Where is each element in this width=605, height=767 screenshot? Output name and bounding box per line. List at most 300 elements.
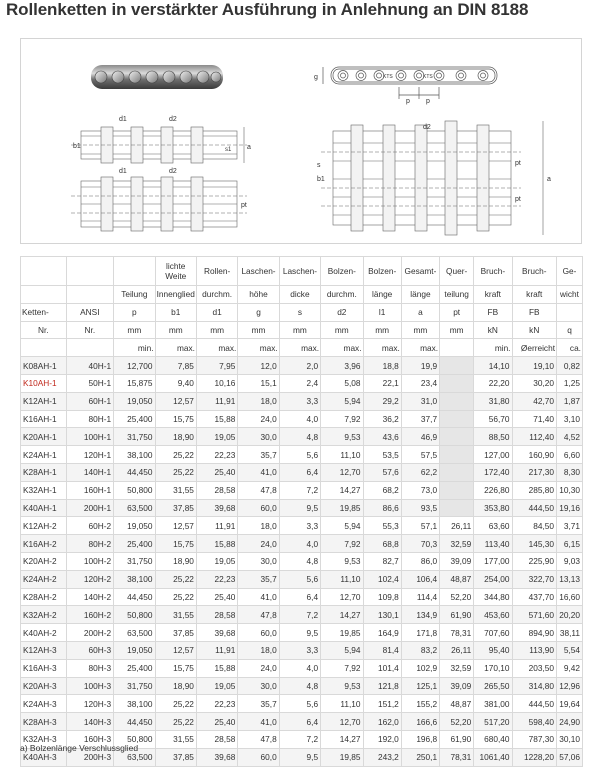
table-cell: 14,10 (474, 357, 512, 375)
header-cell (21, 286, 67, 304)
table-row (21, 659, 583, 677)
table-cell: 37,7 (401, 410, 439, 428)
header-cell: Ge- (557, 257, 583, 286)
header-cell (440, 339, 474, 357)
table-cell: 19,05 (196, 552, 237, 570)
table-cell: 250,1 (401, 748, 439, 766)
table-cell: 9,03 (557, 552, 583, 570)
table-cell: 680,40 (474, 730, 512, 748)
table-cell: 50H-1 (66, 374, 114, 392)
header-cell: mm (401, 321, 439, 339)
header-cell (21, 339, 67, 357)
table-cell: 12,70 (321, 713, 363, 731)
table-cell: 25,22 (155, 695, 196, 713)
table-cell: 44,450 (114, 463, 155, 481)
table-cell: 5,6 (279, 695, 320, 713)
table-cell: 0,82 (557, 357, 583, 375)
table-cell: 22,1 (363, 374, 401, 392)
table-cell (440, 410, 474, 428)
table-cell: 1,25 (557, 374, 583, 392)
table-cell: 15,88 (196, 410, 237, 428)
chain-number-cell: K12AH-2 (21, 517, 67, 535)
table-cell: 57,06 (557, 748, 583, 766)
table-cell: 120H-3 (66, 695, 114, 713)
table-cell: 571,60 (512, 606, 557, 624)
header-cell: max. (401, 339, 439, 357)
table-cell: 109,8 (363, 588, 401, 606)
table-cell: 1061,40 (474, 748, 512, 766)
table-cell: 102,9 (401, 659, 439, 677)
table-cell: 9,5 (279, 748, 320, 766)
table-cell: 22,20 (474, 374, 512, 392)
table-cell: 15,875 (114, 374, 155, 392)
label-s1-top: s1 (225, 147, 232, 153)
table-cell: 57,5 (401, 446, 439, 464)
table-cell: 31,750 (114, 428, 155, 446)
table-cell: 80H-1 (66, 410, 114, 428)
chain-number-cell: K16AH-3 (21, 659, 67, 677)
label-d2-right: d2 (423, 124, 431, 131)
table-cell: 19,05 (196, 428, 237, 446)
table-cell: 5,94 (321, 517, 363, 535)
table-cell: 39,68 (196, 624, 237, 642)
header-cell: Bolzen- (363, 257, 401, 286)
header-cell: b1 (155, 303, 196, 321)
chain-diagram-panel (20, 38, 582, 244)
table-cell: 40H-1 (66, 357, 114, 375)
table-cell: 19,85 (321, 624, 363, 642)
table-cell: 3,3 (279, 517, 320, 535)
table-cell: 127,00 (474, 446, 512, 464)
header-cell: q (557, 321, 583, 339)
table-cell: 31,55 (155, 730, 196, 748)
table-cell: 31,55 (155, 606, 196, 624)
table-cell: 48,87 (440, 570, 474, 588)
header-cell: Laschen- (279, 257, 320, 286)
table-cell: 5,08 (321, 374, 363, 392)
table-cell: 30,0 (238, 677, 279, 695)
table-cell: 7,85 (155, 357, 196, 375)
table-cell: 18,0 (238, 392, 279, 410)
table-cell: 31,750 (114, 677, 155, 695)
table-cell: 60H-1 (66, 392, 114, 410)
header-cell: p (114, 303, 155, 321)
chain-number-cell: K12AH-3 (21, 641, 67, 659)
table-cell: 196,8 (401, 730, 439, 748)
table-cell: 41,0 (238, 463, 279, 481)
table-cell: 6,4 (279, 463, 320, 481)
table-cell (440, 374, 474, 392)
header-cell: min. (114, 339, 155, 357)
table-cell: 4,8 (279, 552, 320, 570)
table-cell: 13,13 (557, 570, 583, 588)
table-cell: 86,6 (363, 499, 401, 517)
chain-number-cell: K12AH-1 (21, 392, 67, 410)
table-row (21, 677, 583, 695)
chain-number-cell: K28AH-1 (21, 463, 67, 481)
table-cell: 53,5 (363, 446, 401, 464)
table-cell: 39,68 (196, 748, 237, 766)
header-cell: kN (512, 321, 557, 339)
table-cell: 93,5 (401, 499, 439, 517)
header-row-1 (21, 257, 583, 286)
table-cell: 707,60 (474, 624, 512, 642)
table-cell: 19,64 (557, 695, 583, 713)
table-cell: 47,8 (238, 730, 279, 748)
table-cell (440, 357, 474, 375)
table-cell: 28,58 (196, 730, 237, 748)
header-cell: max. (155, 339, 196, 357)
header-cell: Innenglied (155, 286, 196, 304)
chain-number-cell: K24AH-2 (21, 570, 67, 588)
table-cell: 11,91 (196, 392, 237, 410)
label-p-2: p (426, 98, 430, 105)
table-cell: 145,30 (512, 535, 557, 553)
table-cell: 31,750 (114, 552, 155, 570)
label-d1-top: d1 (119, 116, 127, 123)
chain-number-cell: K24AH-3 (21, 695, 67, 713)
table-cell: 15,75 (155, 659, 196, 677)
table-row (21, 535, 583, 553)
header-cell: max. (196, 339, 237, 357)
header-cell: max. (321, 339, 363, 357)
table-cell: 5,6 (279, 446, 320, 464)
header-cell: Ketten- (21, 303, 67, 321)
table-cell: 19,85 (321, 499, 363, 517)
table-cell: 15,88 (196, 659, 237, 677)
table-cell: 381,00 (474, 695, 512, 713)
table-cell: 18,90 (155, 428, 196, 446)
table-cell: 12,96 (557, 677, 583, 695)
table-cell: 35,7 (238, 446, 279, 464)
table-cell: 217,30 (512, 463, 557, 481)
table-row (21, 463, 583, 481)
spec-table-body (21, 257, 583, 767)
table-cell: 444,50 (512, 499, 557, 517)
table-cell: 35,7 (238, 695, 279, 713)
table-cell: 100H-1 (66, 428, 114, 446)
table-cell: 84,50 (512, 517, 557, 535)
table-cell: 160H-2 (66, 606, 114, 624)
chain-number-cell: K40AH-2 (21, 624, 67, 642)
table-cell: 121,8 (363, 677, 401, 695)
table-row (21, 588, 583, 606)
table-cell: 444,50 (512, 695, 557, 713)
label-g: g (314, 74, 318, 81)
table-cell: 243,2 (363, 748, 401, 766)
table-cell: 3,10 (557, 410, 583, 428)
table-cell: 60H-3 (66, 641, 114, 659)
table-cell: 25,22 (155, 446, 196, 464)
chain-number-cell: K16AH-1 (21, 410, 67, 428)
header-cell: lichte Weite (155, 257, 196, 286)
table-cell: 19,050 (114, 641, 155, 659)
header-cell (66, 257, 114, 286)
label-pt-right-1: pt (515, 160, 521, 167)
header-cell: mm (238, 321, 279, 339)
table-cell: 6,4 (279, 713, 320, 731)
table-row (21, 410, 583, 428)
table-cell: 9,42 (557, 659, 583, 677)
header-cell: Bolzen- (321, 257, 363, 286)
table-cell: 25,40 (196, 463, 237, 481)
label-kts-1: KTS (383, 74, 393, 80)
table-cell: 200H-3 (66, 748, 114, 766)
table-cell: 19,16 (557, 499, 583, 517)
table-cell: 19,10 (512, 357, 557, 375)
footnote: a) Bolzenlänge Verschlussglied (20, 743, 139, 753)
table-cell: 37,85 (155, 499, 196, 517)
table-cell: 6,4 (279, 588, 320, 606)
table-cell: 130,1 (363, 606, 401, 624)
table-cell: 9,5 (279, 624, 320, 642)
table-cell: 50,800 (114, 730, 155, 748)
table-cell: 83,2 (401, 641, 439, 659)
table-cell: 15,1 (238, 374, 279, 392)
table-cell: 18,90 (155, 677, 196, 695)
chain-top-view-simplex (71, 127, 247, 163)
table-cell: 4,0 (279, 410, 320, 428)
table-cell: 517,20 (474, 713, 512, 731)
label-pt-left: pt (241, 202, 247, 209)
header-cell: durchm. (321, 286, 363, 304)
table-cell: 18,8 (363, 357, 401, 375)
label-d2-mid: d2 (169, 168, 177, 175)
table-cell: 120H-1 (66, 446, 114, 464)
table-cell: 225,90 (512, 552, 557, 570)
chain-number-cell: K28AH-2 (21, 588, 67, 606)
table-cell: 12,57 (155, 392, 196, 410)
table-cell: 26,11 (440, 517, 474, 535)
table-cell: 8,30 (557, 463, 583, 481)
table-cell (440, 463, 474, 481)
table-cell: 14,27 (321, 481, 363, 499)
header-cell: Bruch- (512, 257, 557, 286)
header-cell: kraft (512, 286, 557, 304)
table-row (21, 357, 583, 375)
table-cell: 78,31 (440, 748, 474, 766)
table-cell: 14,27 (321, 606, 363, 624)
chain-number-cell: K16AH-2 (21, 535, 67, 553)
table-cell: 24,90 (557, 713, 583, 731)
header-cell: durchm. (196, 286, 237, 304)
table-cell: 12,70 (321, 463, 363, 481)
table-row (21, 606, 583, 624)
table-cell: 155,2 (401, 695, 439, 713)
table-cell: 101,4 (363, 659, 401, 677)
header-cell: wicht (557, 286, 583, 304)
chain-number-cell: K24AH-1 (21, 446, 67, 464)
table-cell: 18,90 (155, 552, 196, 570)
table-cell: 11,10 (321, 570, 363, 588)
table-cell: 39,09 (440, 677, 474, 695)
table-cell: 11,10 (321, 695, 363, 713)
table-cell: 78,31 (440, 624, 474, 642)
table-cell: 9,53 (321, 677, 363, 695)
chain-number-cell: K40AH-1 (21, 499, 67, 517)
table-cell: 56,70 (474, 410, 512, 428)
table-cell: 25,22 (155, 588, 196, 606)
table-cell: 112,40 (512, 428, 557, 446)
header-cell: mm (321, 321, 363, 339)
table-cell: 44,450 (114, 588, 155, 606)
table-cell: 140H-2 (66, 588, 114, 606)
table-cell (440, 428, 474, 446)
table-cell: 25,400 (114, 659, 155, 677)
table-cell: 73,0 (401, 481, 439, 499)
table-cell: 46,9 (401, 428, 439, 446)
table-cell: 7,2 (279, 730, 320, 748)
header-cell: ANSI (66, 303, 114, 321)
table-cell: 80H-2 (66, 535, 114, 553)
header-cell: Quer- (440, 257, 474, 286)
table-cell: 22,23 (196, 570, 237, 588)
chain-number-cell: K32AH-1 (21, 481, 67, 499)
table-cell: 4,0 (279, 659, 320, 677)
table-cell: 32,59 (440, 535, 474, 553)
table-cell: 5,94 (321, 392, 363, 410)
table-cell: 37,85 (155, 624, 196, 642)
table-row (21, 552, 583, 570)
table-cell: 25,40 (196, 713, 237, 731)
table-cell: 12,70 (321, 588, 363, 606)
table-cell: 47,8 (238, 481, 279, 499)
table-cell: 3,71 (557, 517, 583, 535)
table-cell: 894,90 (512, 624, 557, 642)
table-cell: 7,2 (279, 481, 320, 499)
table-cell: 437,70 (512, 588, 557, 606)
table-cell: 35,7 (238, 570, 279, 588)
table-cell: 11,91 (196, 641, 237, 659)
table-cell: 60,0 (238, 624, 279, 642)
header-cell: min. (474, 339, 512, 357)
chain-number-cell: K20AH-3 (21, 677, 67, 695)
table-cell: 106,4 (401, 570, 439, 588)
table-cell: 25,22 (155, 463, 196, 481)
table-cell: 16,60 (557, 588, 583, 606)
table-cell: 9,40 (155, 374, 196, 392)
table-cell: 6,15 (557, 535, 583, 553)
table-cell: 63,500 (114, 748, 155, 766)
label-kts-2: KTS (423, 74, 433, 80)
table-cell: 47,8 (238, 606, 279, 624)
table-cell: 11,91 (196, 517, 237, 535)
header-row-2 (21, 286, 583, 304)
table-cell: 160H-3 (66, 730, 114, 748)
table-cell: 30,0 (238, 552, 279, 570)
table-cell: 24,0 (238, 659, 279, 677)
table-row (21, 624, 583, 642)
label-p-1: p (406, 98, 410, 105)
table-row (21, 713, 583, 731)
header-cell: Rollen- (196, 257, 237, 286)
header-cell: Gesamt- (401, 257, 439, 286)
header-row-5 (21, 339, 583, 357)
table-cell: 1228,20 (512, 748, 557, 766)
chain-number-cell: K10AH-1 (21, 374, 67, 392)
table-cell: 113,40 (474, 535, 512, 553)
label-a-top: a (247, 144, 251, 151)
table-cell: 314,80 (512, 677, 557, 695)
table-cell: 19,05 (196, 677, 237, 695)
chain-photo (91, 65, 223, 89)
table-cell: 15,75 (155, 535, 196, 553)
label-d2-top: d2 (169, 116, 177, 123)
table-cell: 36,2 (363, 410, 401, 428)
table-cell: 42,70 (512, 392, 557, 410)
table-cell: 344,80 (474, 588, 512, 606)
table-cell: 52,20 (440, 713, 474, 731)
table-cell: 57,6 (363, 463, 401, 481)
table-cell: 23,4 (401, 374, 439, 392)
table-cell: 787,30 (512, 730, 557, 748)
header-cell: FB (474, 303, 512, 321)
table-row (21, 499, 583, 517)
table-cell: 2,0 (279, 357, 320, 375)
header-cell: Bruch- (474, 257, 512, 286)
table-cell: 28,58 (196, 481, 237, 499)
table-row (21, 428, 583, 446)
chain-number-cell: K32AH-3 (21, 730, 67, 748)
table-cell: 28,58 (196, 606, 237, 624)
table-cell: 19,9 (401, 357, 439, 375)
table-cell: 38,100 (114, 570, 155, 588)
table-cell: 60,0 (238, 748, 279, 766)
table-cell: 26,11 (440, 641, 474, 659)
table-cell (440, 392, 474, 410)
table-cell: 61,90 (440, 606, 474, 624)
table-cell: 39,09 (440, 552, 474, 570)
header-cell: teilung (440, 286, 474, 304)
header-cell: Øerreicht (512, 339, 557, 357)
table-cell: 39,68 (196, 499, 237, 517)
header-cell: dicke (279, 286, 320, 304)
header-cell: kraft (474, 286, 512, 304)
table-cell: 9,53 (321, 428, 363, 446)
table-cell: 200H-1 (66, 499, 114, 517)
table-cell: 19,050 (114, 517, 155, 535)
label-s-right: s (317, 162, 321, 169)
table-cell: 18,0 (238, 641, 279, 659)
table-cell: 71,40 (512, 410, 557, 428)
table-cell: 4,52 (557, 428, 583, 446)
table-cell: 4,8 (279, 677, 320, 695)
table-row (21, 392, 583, 410)
table-cell: 95,40 (474, 641, 512, 659)
table-cell (440, 481, 474, 499)
table-cell: 30,20 (512, 374, 557, 392)
header-cell: g (238, 303, 279, 321)
header-cell (66, 286, 114, 304)
header-cell (66, 339, 114, 357)
chain-number-cell: K20AH-1 (21, 428, 67, 446)
table-cell: 14,27 (321, 730, 363, 748)
table-cell (440, 446, 474, 464)
chain-technical-drawing (21, 39, 581, 243)
table-cell: 164,9 (363, 624, 401, 642)
table-cell: 80H-3 (66, 659, 114, 677)
chain-top-view-triplex (321, 121, 543, 235)
table-cell: 38,11 (557, 624, 583, 642)
table-cell: 100H-3 (66, 677, 114, 695)
table-cell: 140H-3 (66, 713, 114, 731)
header-cell: kN (474, 321, 512, 339)
table-row (21, 641, 583, 659)
table-cell: 285,80 (512, 481, 557, 499)
table-cell: 226,80 (474, 481, 512, 499)
header-cell: mm (440, 321, 474, 339)
table-cell: 10,16 (196, 374, 237, 392)
